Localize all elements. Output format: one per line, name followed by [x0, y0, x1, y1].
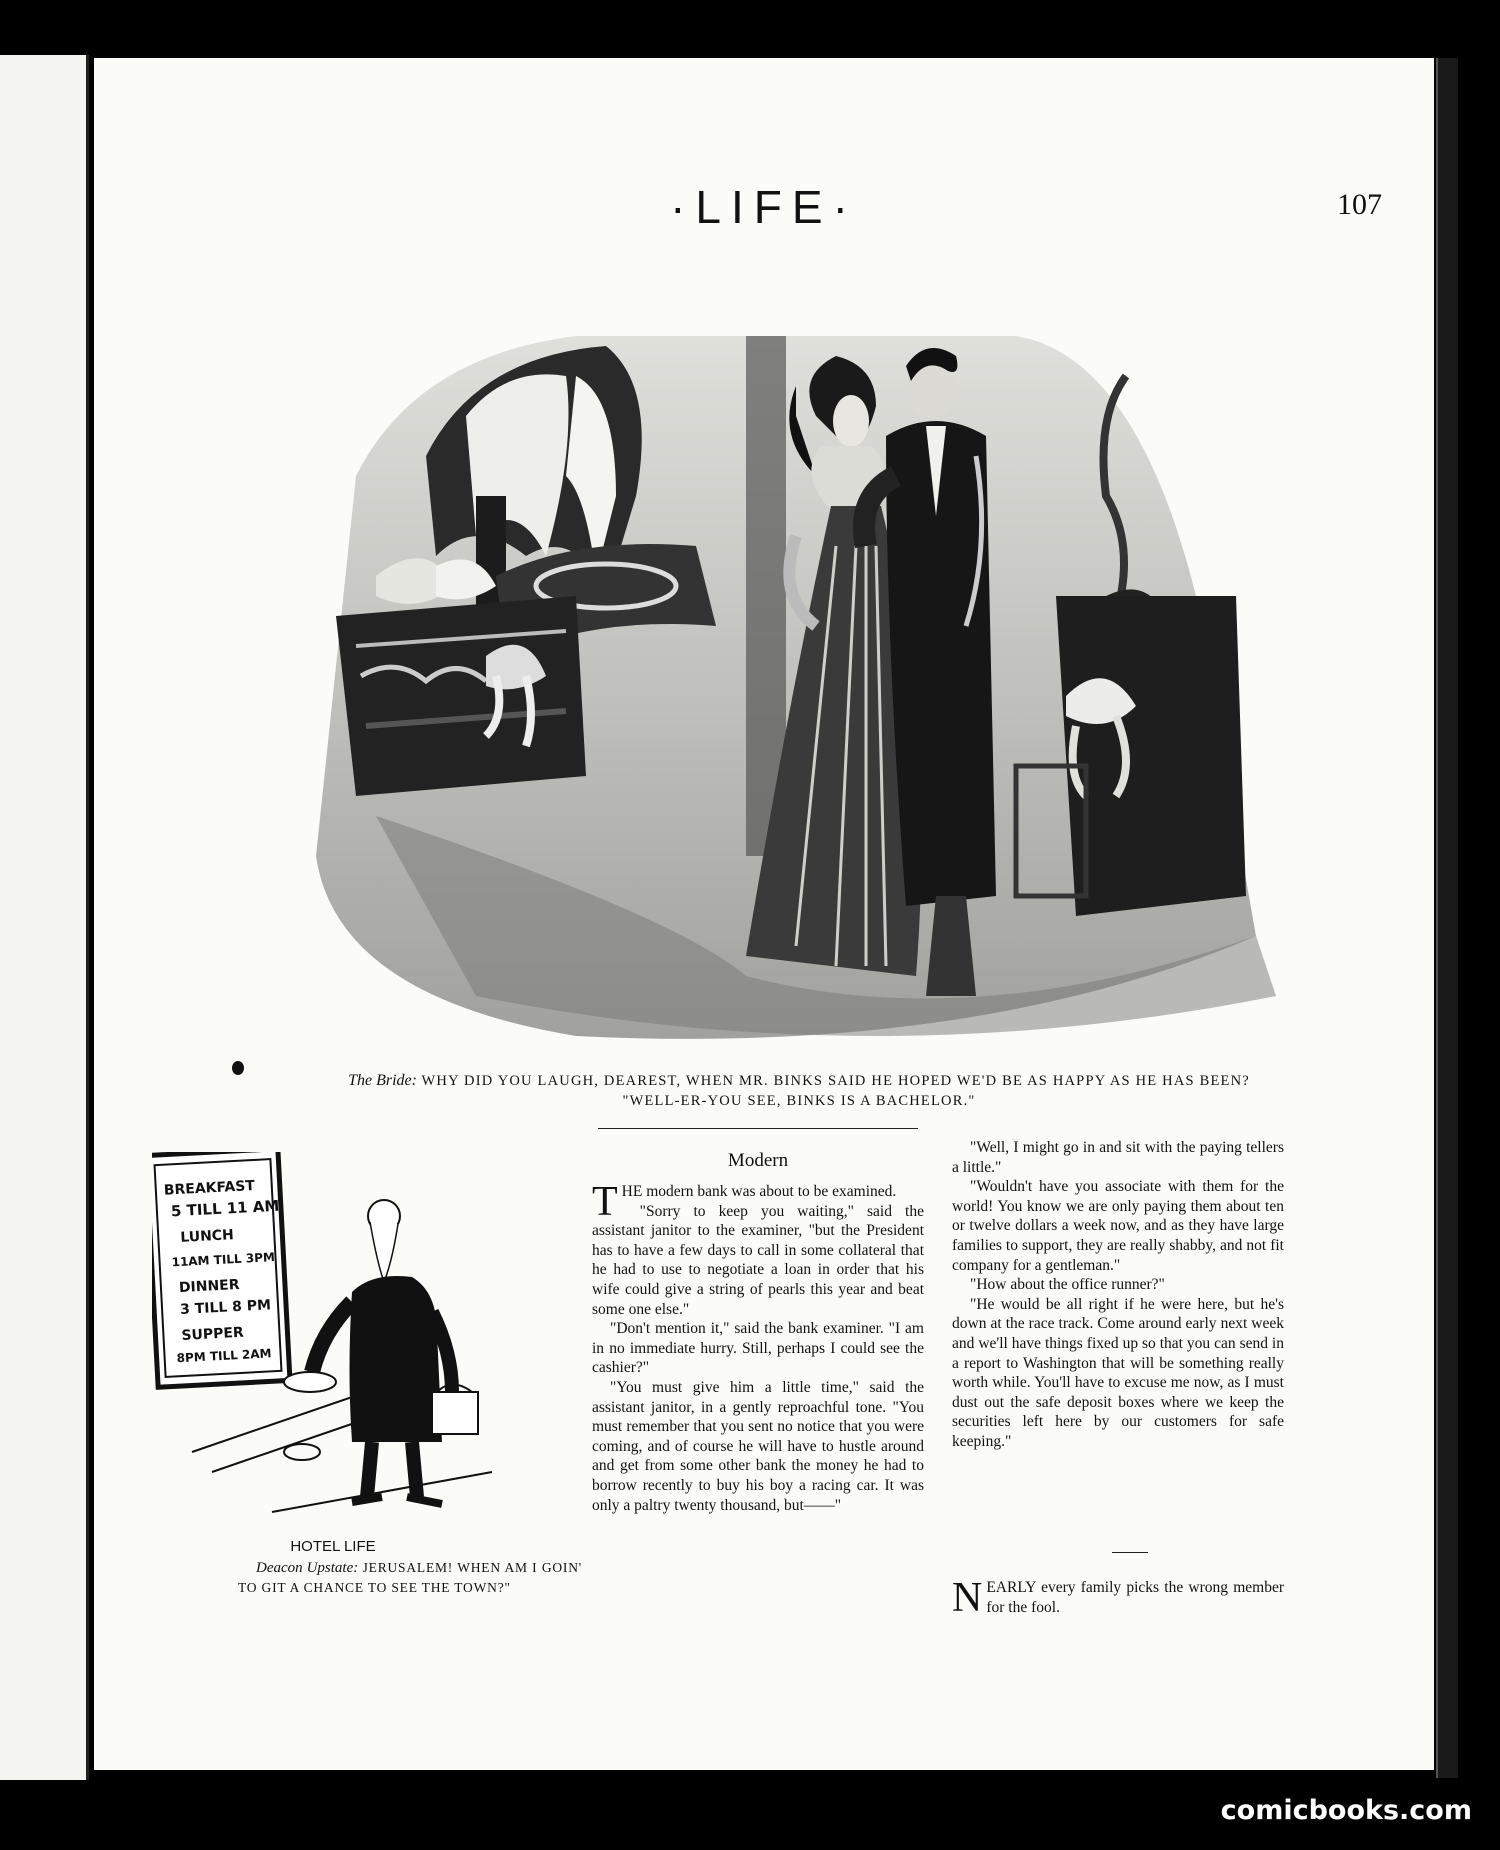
article-paragraph: "Wouldn't have you associate with them for the world! You know we are only paying them about ten or twelve dollars a week now, and as they have large families to support, they are really shabby, and not fit company for a gentleman.": [952, 1178, 1284, 1274]
bride-illustration: [276, 296, 1346, 1056]
sign-line-1: BREAKFAST: [163, 1177, 256, 1199]
hotel-life-caption: [238, 1558, 582, 1597]
magazine-page: [94, 58, 1434, 1770]
sign-line-7: SUPPER: [181, 1324, 245, 1344]
main-caption: [244, 1071, 1354, 1111]
article-paragraph: "Well, I might go in and sit with the paying tellers a little.": [952, 1139, 1284, 1176]
ink-spot: [232, 1061, 244, 1075]
watermark: comicbooks.com: [1220, 1795, 1472, 1826]
article-dropcap: T: [592, 1179, 618, 1225]
hotel-speaker: Deacon Upstate:: [256, 1560, 359, 1576]
sign-line-2: 5 TILL 11 AM: [170, 1196, 280, 1221]
caption-line-2: "WELL-ER-YOU SEE, BINKS IS A BACHELOR.": [622, 1093, 976, 1109]
page-number: 107: [1337, 188, 1382, 221]
aphorism: [952, 1575, 1284, 1621]
article-column-1: [592, 1179, 924, 1515]
article-column-2: [952, 1138, 1284, 1452]
sign-line-4: 11AM TILL 3PM: [171, 1250, 276, 1270]
previous-page-edge: [0, 55, 89, 1780]
article-paragraph: "You must give him a little time," said the assistant janitor, in a gently reproachful tone. "You must remember that you sent no notice that you were coming, and of course he will have to hustle around and get from some other bank the money he had to borrow recently to buy his boy a racing car. It was only a paltry twenty thousand, but——": [592, 1378, 924, 1514]
hotel-life-illustration: [152, 1152, 502, 1542]
article-title: Modern: [727, 1150, 789, 1171]
aphorism-text: EARLY every family picks the wrong member for the fool.: [986, 1579, 1284, 1616]
hotel-caption-text: JERUSALEM! WHEN AM I GOIN' TO GIT A CHANCE TO SEE THE TOWN?": [238, 1560, 582, 1595]
masthead: ·LIFE·: [670, 181, 858, 233]
article-paragraph: "Don't mention it," said the bank examiner. "I am in no immediate hurry. Still, perhaps I could see the cashier?": [592, 1320, 924, 1377]
hotel-life-title: HOTEL LIFE: [290, 1538, 376, 1555]
aphorism-dropcap: N: [952, 1575, 983, 1621]
section-divider: [598, 1128, 918, 1129]
caption-line-1: WHY DID YOU LAUGH, DEAREST, WHEN MR. BINKS SAID HE HOPED WE'D BE AS HAPPY AS HE HAS BEEN?: [421, 1073, 1250, 1089]
sign-line-8: 8PM TILL 2AM: [176, 1346, 272, 1366]
page-binding-edge: [1436, 58, 1458, 1778]
article-paragraph: "Sorry to keep you waiting," said the assistant janitor to the examiner, "but the President has to have a few days to call in some collateral that he had to use to negotiate a loan in order that his wife could give a string of pearls this year and beat some one else.": [592, 1202, 924, 1318]
article-paragraph: "He would be all right if he were here, but he's down at the race track. Come around early next week and we'll have things fixed up so that you can send in a report to Washington that will be something really worth while. You'll have to excuse me now, as I must dust out the safe deposit boxes where we keep the securities left here by our customers for safe keeping.": [952, 1295, 1284, 1450]
article-paragraph: "How about the office runner?": [970, 1276, 1165, 1294]
sign-line-3: LUNCH: [179, 1227, 235, 1246]
article-first-paragraph: HE modern bank was about to be examined.: [621, 1183, 897, 1200]
caption-speaker: The Bride:: [348, 1072, 417, 1089]
short-divider: [1112, 1552, 1148, 1553]
sign-line-5: DINNER: [178, 1276, 240, 1297]
sign-line-6: 3 TILL 8 PM: [179, 1297, 272, 1319]
